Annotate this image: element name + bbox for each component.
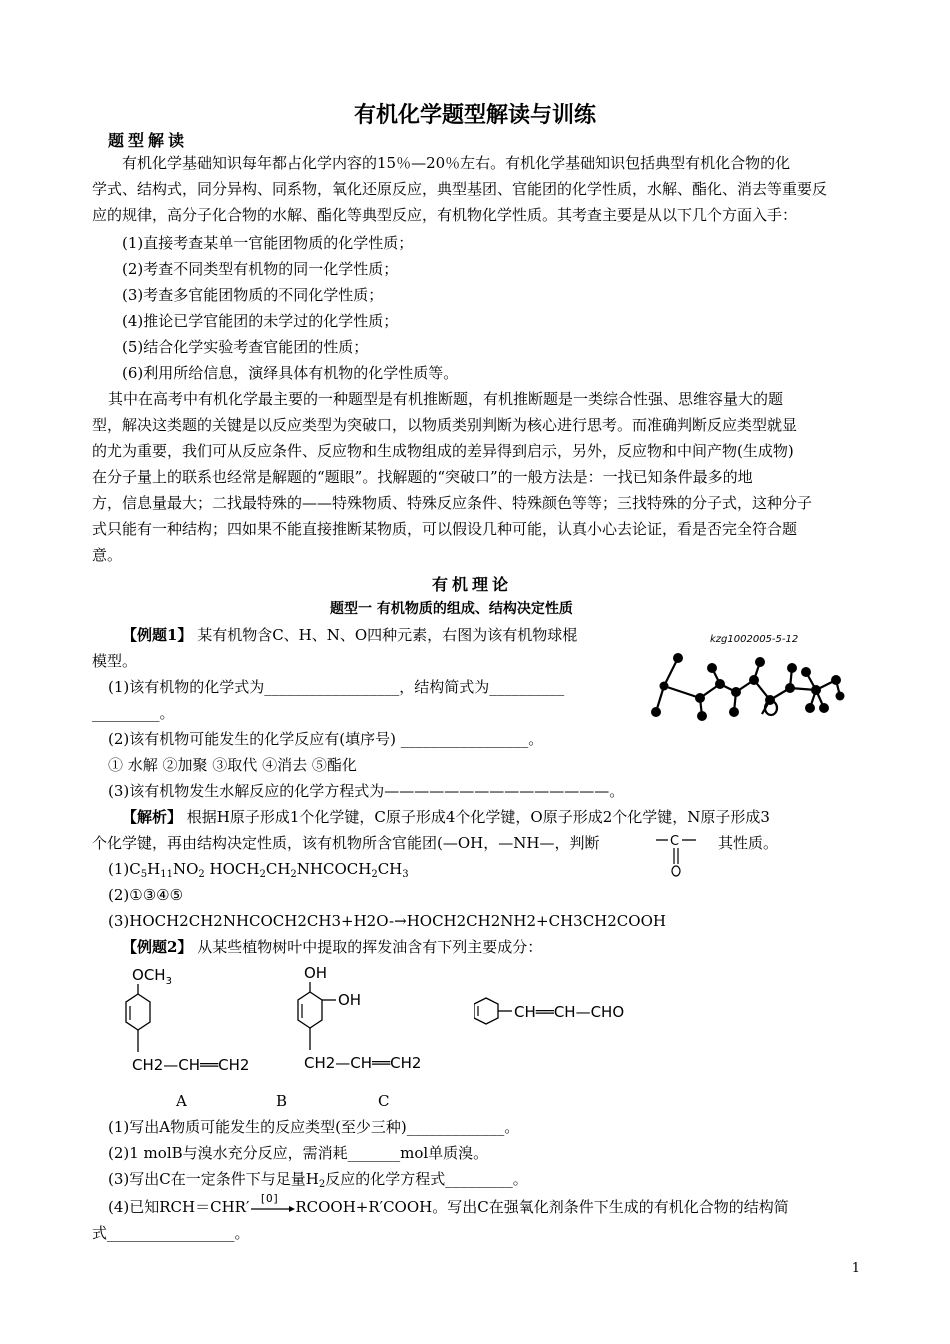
para2-line-2: 型，解决这类题的关键是以反应类型为突破口，以物质类别判断为核心进行思考。而准确判断反应类型就显 <box>92 416 798 434</box>
structure-b-top-oh-1: OH <box>304 964 328 982</box>
intro-line-3: 应的规律，高分子化合物的水解、酯化等典型反应，有机物化学性质。其考查主要是从以下几个方面入手： <box>92 206 798 224</box>
para2-line-7: 意。 <box>92 546 123 564</box>
structure-label-a: A <box>176 1092 187 1110</box>
example1-text-2: 模型。 <box>92 652 138 670</box>
structure-a-top-group: $OCH_3$ <box>132 966 172 987</box>
example1-q1: (1)该有机物的化学式为__________________，结构简式为__________ <box>108 678 565 696</box>
example2-q1: (1)写出A物质可能发生的反应类型(至少三种)_____________。 <box>108 1118 520 1136</box>
example2-intro <box>122 934 542 960</box>
solution-text-2-end: 其性质。 <box>718 834 779 852</box>
solution-intro <box>122 804 770 830</box>
example1-q2: (2)该有机物可能发生的化学反应有(填序号) _________________。 <box>108 730 544 748</box>
answer-1: $(1)C_5H_{11}NO_2$ $HOCH_2CH_2NHCOCH_2CH_3$ <box>108 860 409 880</box>
page-title: 有机化学题型解读与训练 <box>353 103 596 128</box>
structure-a-diagram <box>120 962 290 1082</box>
svg-text:C: C <box>670 834 680 849</box>
section-heading-interpretation: 题型解读 <box>108 131 189 150</box>
example1-text: 某有机物含C、H、N、O四种元素，右图为该有机物球棍 <box>192 626 578 644</box>
structure-b-diagram <box>290 962 470 1082</box>
structure-label-b: B <box>276 1092 288 1110</box>
solution-text: 根据H原子形成1个化学键，C原子形成4个化学键，O原子形成2个化学键，N原子形成3 <box>182 808 770 826</box>
carbonyl-group-diagram <box>650 828 704 878</box>
intro-line-1: 有机化学基础知识每年都占化学内容的15％—20％左右。有机化学基础知识包括典型有机化合物的化 <box>122 154 791 172</box>
example1-q1-cont: _________。 <box>92 704 175 722</box>
point-2: (2)考查不同类型有机物的同一化学性质； <box>122 260 399 278</box>
oxidation-arrow: [O] <box>249 1198 295 1218</box>
structure-b-top-oh-2: OH <box>338 991 362 1009</box>
section-heading-theory: 有机理论 <box>432 575 513 594</box>
example1-q2-options: ① 水解 ②加聚 ③取代 ④消去 ⑤酯化 <box>108 756 357 774</box>
para2-line-1: 其中在高考中有机化学最主要的一种题型是有机推断题，有机推断题是一类综合性强、思维容量大的题 <box>108 390 784 408</box>
point-6: (6)利用所给信息，演绎具体有机物的化学性质等。 <box>122 364 459 382</box>
model-caption: kzg1002005-5-12 <box>710 634 799 645</box>
para2-line-5: 方，信息量最大；二找最特殊的——特殊物质、特殊反应条件、特殊颜色等等；三找特殊的分子式，这种分子 <box>92 494 813 512</box>
point-3: (3)考查多官能团物质的不同化学性质； <box>122 286 384 304</box>
example2-q4-cont: 式_________________。 <box>92 1224 250 1242</box>
ball-stick-model-image <box>640 628 850 728</box>
para2-line-3: 的尤为重要，我们可从反应条件、反应物和生成物组成的差异得到启示，另外，反应物和中间产物(生成物) <box>92 442 794 460</box>
intro-line-2: 学式、结构式，同分异构、同系物，氧化还原反应，典型基团、官能团的化学性质，水解、酯化、消去等重要反 <box>92 180 828 198</box>
example1-q3: (3)该有机物发生水解反应的化学方程式为———————————————。 <box>108 782 625 800</box>
answer-3: (3)HOCH2CH2NHCOCH2CH3+H2O-→HOCH2CH2NH2+CH3CH2COOH <box>108 912 666 930</box>
example2-text: 从某些植物树叶中提取的挥发油含有下列主要成分： <box>192 938 543 956</box>
example1-intro <box>122 622 577 648</box>
example2-q4: (4)已知RCH＝CHR′ [O] RCOOH+R′COOH。写出C在强氧化剂条件下生成的有机化合物的结构简 <box>108 1192 789 1216</box>
solution-label: 【解析】 <box>122 808 183 826</box>
type1-title: 题型一 有机物质的组成、结构决定性质 <box>330 601 573 617</box>
example2-label: 【例题2】 <box>122 938 193 956</box>
example1-label: 【例题1】 <box>122 626 193 644</box>
point-5: (5)结合化学实验考查官能团的性质； <box>122 338 369 356</box>
structure-c-chain: CH══CH—CHO <box>514 1003 625 1021</box>
structure-b-bottom-group: CH2—CH══CH2 <box>304 1054 422 1072</box>
example2-q3: (3)写出C在一定条件下与足量$H_2$反应的化学方程式_________。 <box>108 1170 528 1190</box>
answer-2: (2)①③④⑤ <box>108 886 184 904</box>
structure-c-diagram <box>474 992 674 1032</box>
structure-a-bottom-group: CH2—CH══CH2 <box>132 1056 250 1074</box>
para2-line-4: 在分子量上的联系也经常是解题的“题眼”。找解题的“突破口”的一般方法是：一找已知条件最多的地 <box>92 468 753 486</box>
structure-label-c: C <box>378 1092 390 1110</box>
point-4: (4)推论已学官能团的未学过的化学性质； <box>122 312 399 330</box>
solution-text-2: 个化学键，再由结构决定性质，该有机物所含官能团(—OH，—NH—，判断 <box>92 834 600 852</box>
page-number: 1 <box>851 1261 860 1276</box>
example2-q2: (2)1 molB与溴水充分反应，需消耗_______mol单质溴。 <box>108 1144 489 1162</box>
point-1: (1)直接考查某单一官能团物质的化学性质； <box>122 234 414 252</box>
para2-line-6: 式只能有一种结构；四如果不能直接推断某物质，可以假设几种可能，认真小心去论证，看是否完全符合题 <box>92 520 798 538</box>
